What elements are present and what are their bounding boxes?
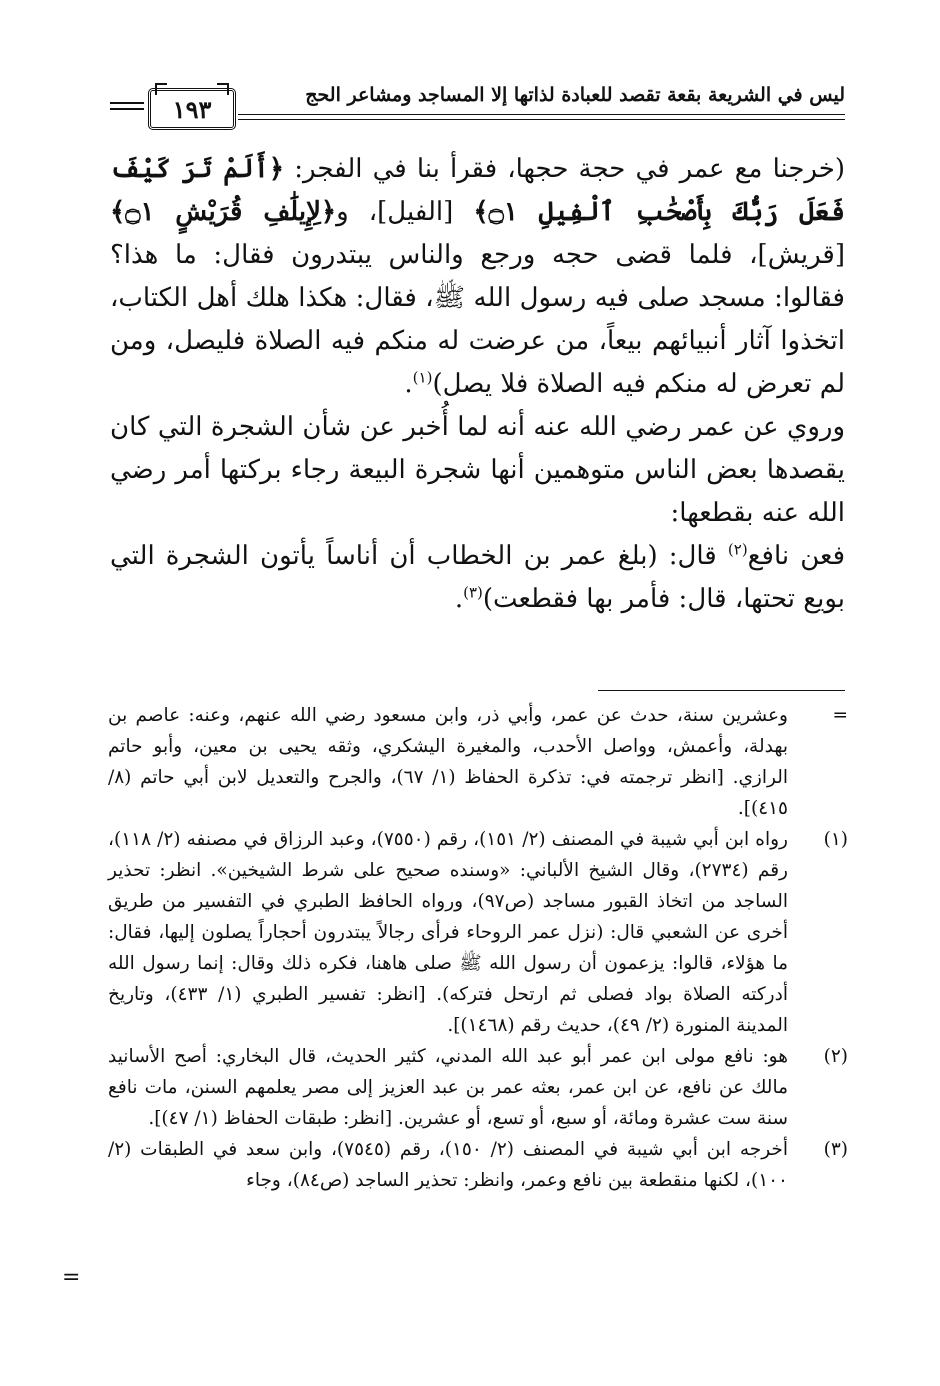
quran-verse: ﴿لِإِيلَٰفِ قُرَيْشٍ ۝١﴾ (110, 197, 337, 227)
footnote-number: = (832, 705, 848, 726)
footnote-ref[interactable]: (١) (412, 368, 433, 387)
text-run: . (454, 584, 464, 614)
footnote-ref[interactable]: (٣) (463, 583, 483, 602)
quran-verse: ﴿أَلَمْ تَرَ كَيْفَ فَعَلَ رَبُّكَ بِأَصْحَٰبِ ٱلْفِيلِ ۝١﴾ (110, 154, 845, 227)
text-run: [الفيل]، و (336, 197, 474, 227)
header-rule (238, 114, 845, 115)
page-header (100, 82, 845, 132)
paragraph-1 (110, 148, 845, 406)
text-run: وروي عن عمر رضي الله عنه أنه لما أُخبر عن شأن الشجرة التي كان يقصدها بعض الناس متوهمين أنها شجرة البيعة رجاء بركتها أمر رضي الله عنه بقطعها: (110, 412, 845, 528)
main-text (110, 148, 845, 621)
running-title: ليس في الشريعة بقعة تقصد للعبادة لذاتها إلا المساجد ومشاعر الحج (305, 84, 845, 106)
text-run: قال: (بلغ عمر بن الخطاب أن أناساً يأتون الشجرة التي بويع تحتها، قال: فأمر بها فقطعت) (110, 541, 845, 614)
footnote-number: (١) (823, 829, 848, 850)
text-run: . (404, 369, 413, 399)
page-number: ١٩٣ (172, 94, 212, 124)
footnotes (108, 700, 848, 1196)
text-run: [قريش]، فلما قضى حجه ورجع والناس يبتدرون فقال: ما هذا؟ فقالوا: مسجد صلى فيه رسول الله ﷺ، فقال: هكذا هلك أهل الكتاب، اتخذوا آثار أنبيائهم بيعاً، من عرضت له منكم فيه الصلاة فليصل، ومن لم تعرض له منكم فيه الصلاة فلا يصل) (110, 240, 845, 399)
page-number-box (148, 88, 236, 130)
header-left-rule-2 (110, 108, 144, 110)
paragraph-3 (110, 535, 845, 621)
header-left-rule (110, 102, 144, 104)
footnote-divider (598, 690, 845, 691)
footnote (108, 700, 848, 824)
footnote-number: (٣) (823, 1139, 848, 1160)
header-rule-2 (238, 119, 845, 120)
footnote (108, 1134, 848, 1196)
footnote-text: أخرجه ابن أبي شيبة في المصنف (٢/ ١٥٠)، رقم (٧٥٤٥)، وابن سعد في الطبقات (٢/ ١٠٠)، لكنها منقطعة بين نافع وعمر، وانظر: تحذير الساجد (ص٨٤)، وجاء (108, 1139, 788, 1191)
footnote (108, 824, 848, 1041)
footnote-text: وعشرين سنة، حدث عن عمر، وأبي ذر، وابن مسعود رضي الله عنهم، وعنه: عاصم بن بهدلة، وأعمش، وواصل الأحدب، والمغيرة اليشكري، وثقه يحيى بن معين، وأبو حاتم الرازي. [انظر ترجمته في: تذكرة الحفاظ (١/ ٦٧)، والجرح والتعديل لابن أبي حاتم (٨/ ٤١٥)]. (108, 705, 788, 819)
footnote (108, 1041, 848, 1134)
text-run: فعن نافع (747, 541, 845, 571)
paragraph-2 (110, 406, 845, 535)
footnote-number: (٢) (823, 1046, 848, 1067)
footnote-text: هو: نافع مولى ابن عمر أبو عبد الله المدني، كثير الحديث، قال البخاري: أصح الأسانيد مالك عن نافع، عن ابن عمر، بعثه عمر بن عبد العزيز إلى مصر يعلمهم السنن، مات نافع سنة ست عشرة ومائة، أو سبع، أو تسع، أو عشرين. [انظر: طبقات الحفاظ (١/ ٤٧)]. (108, 1046, 788, 1129)
continuation-mark: = (62, 1265, 81, 1290)
footnote-text: رواه ابن أبي شيبة في المصنف (٢/ ١٥١)، رقم (٧٥٥٠)، وعبد الرزاق في مصنفه (٢/ ١١٨)، رقم (٢٧٣٤)، وقال الشيخ الألباني: «وسنده صحيح على شرط الشيخين». انظر: تحذير الساجد من اتخاذ القبور مساجد (ص٩٧)، ورواه الحافظ الطبري في التفسير من طريق أخرى عن الشعبي قال: (نزل عمر الروحاء فرأى رجالاً يبتدرون أحجاراً يصلون إليها، فقال: ما هؤلاء، قالوا: يزعمون أن رسول الله ﷺ صلى هاهنا، فكره ذلك وقال: إنما رسول الله أدركته الصلاة بواد فصلى ثم ارتحل فتركه). [انظر: تفسير الطبري (١/ ٤٣٣)، وتاريخ المدينة المنورة (٢/ ٤٩)، حديث رقم (١٤٦٨)]. (108, 829, 788, 1036)
footnote-ref[interactable]: (٢) (727, 540, 748, 559)
text-run: (خرجنا مع عمر في حجة حجها، فقرأ بنا في الفجر: (284, 154, 845, 184)
